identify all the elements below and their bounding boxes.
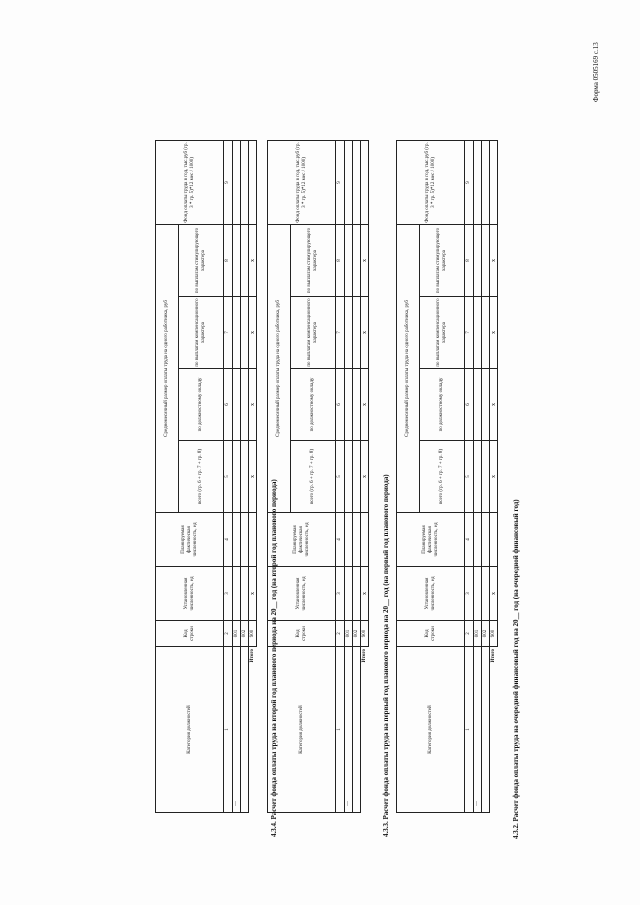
not-applicable-mark: x <box>249 225 257 297</box>
value-cell[interactable] <box>241 225 249 297</box>
not-applicable-mark: x <box>490 369 498 441</box>
total-line-code: 900 <box>249 621 257 647</box>
column-number: 8 <box>465 225 474 297</box>
not-applicable-mark: x <box>490 567 498 621</box>
column-number: 2 <box>336 621 345 647</box>
value-cell[interactable] <box>345 141 353 225</box>
value-cell[interactable] <box>241 297 249 369</box>
value-cell[interactable] <box>482 225 490 297</box>
wage-fund-table <box>267 140 369 813</box>
col-header-fund: Фонд оплаты труда в год, тыс.руб (гр. 3 * гр. 5)*12 мес / 1000) <box>397 141 465 225</box>
column-number: 4 <box>336 513 345 567</box>
column-number: 1 <box>224 647 233 813</box>
col-header-comp: по выплатам компенсационного характера <box>420 297 465 369</box>
not-applicable-mark: x <box>361 297 369 369</box>
wage-fund-table <box>396 140 498 813</box>
col-header-stim: по выплатам стимулирующего характера <box>420 225 465 297</box>
value-cell[interactable] <box>233 441 241 513</box>
col-header-stim: по выплатам стимулирующего характера <box>179 225 224 297</box>
value-cell[interactable] <box>353 225 361 297</box>
value-cell[interactable] <box>474 513 482 567</box>
column-number: 4 <box>224 513 233 567</box>
col-header-salary: по должностному окладу <box>420 369 465 441</box>
column-number: 2 <box>465 621 474 647</box>
not-applicable-mark: x <box>490 225 498 297</box>
column-number: 3 <box>336 567 345 621</box>
value-cell[interactable] <box>482 369 490 441</box>
total-line-code: 900 <box>361 621 369 647</box>
category-cell[interactable] <box>353 647 361 813</box>
line-code-cell: 002 <box>353 621 361 647</box>
category-cell[interactable]: — <box>474 647 482 813</box>
total-label: Итого <box>361 647 369 813</box>
value-cell[interactable] <box>482 297 490 369</box>
column-numbers-row <box>336 141 345 813</box>
value-cell[interactable] <box>474 567 482 621</box>
value-cell[interactable] <box>474 369 482 441</box>
column-number: 1 <box>465 647 474 813</box>
column-number: 7 <box>224 297 233 369</box>
section-title: 4.3.2. Расчет фонда оплаты труда на очередной финансовый год на 20__ год (на очередной финансовый год) <box>512 499 520 839</box>
table-row <box>345 141 353 813</box>
col-header-staff-count: Установленная численность, ед <box>156 567 224 621</box>
column-number: 5 <box>224 441 233 513</box>
column-number: 2 <box>224 621 233 647</box>
col-header-total: всего (гр. 6 + гр. 7 + гр. 8) <box>291 441 336 513</box>
value-cell[interactable] <box>474 297 482 369</box>
not-applicable-mark: x <box>249 567 257 621</box>
value-cell[interactable] <box>474 225 482 297</box>
total-value-cell[interactable] <box>361 141 369 225</box>
category-cell[interactable] <box>482 647 490 813</box>
value-cell[interactable] <box>241 567 249 621</box>
column-number: 7 <box>465 297 474 369</box>
not-applicable-mark: x <box>361 369 369 441</box>
line-code-cell: 001 <box>345 621 353 647</box>
col-header-total: всего (гр. 6 + гр. 7 + гр. 8) <box>179 441 224 513</box>
col-header-fund: Фонд оплаты труда в год, тыс.руб (гр. 3 * гр. 5)*12 мес / 1000) <box>156 141 224 225</box>
form-code: Форма 0505169 с.13 <box>592 42 600 102</box>
not-applicable-mark: x <box>361 441 369 513</box>
value-cell[interactable] <box>345 297 353 369</box>
col-header-category: Категория должностей <box>397 647 465 813</box>
not-applicable-mark: x <box>361 225 369 297</box>
column-number: 6 <box>224 369 233 441</box>
not-applicable-mark: x <box>361 567 369 621</box>
not-applicable-mark: x <box>249 369 257 441</box>
not-applicable-mark: x <box>490 297 498 369</box>
value-cell[interactable] <box>482 141 490 225</box>
col-header-comp: по выплатам компенсационного характера <box>179 297 224 369</box>
value-cell[interactable] <box>233 513 241 567</box>
total-label: Итого <box>249 647 257 813</box>
col-header-planned-count: Планируемая фактическая численность, ед <box>397 513 465 567</box>
value-cell[interactable] <box>345 567 353 621</box>
col-header-stim: по выплатам стимулирующего характера <box>291 225 336 297</box>
column-numbers-row <box>224 141 233 813</box>
column-number: 1 <box>336 647 345 813</box>
total-row <box>249 141 257 813</box>
value-cell[interactable] <box>345 369 353 441</box>
line-code-cell: 002 <box>241 621 249 647</box>
table-row <box>233 141 241 813</box>
total-value-cell[interactable] <box>490 513 498 567</box>
value-cell[interactable] <box>233 297 241 369</box>
value-cell[interactable] <box>353 513 361 567</box>
value-cell[interactable] <box>233 567 241 621</box>
column-number: 7 <box>336 297 345 369</box>
section-title: 4.3.4. Расчет фонда оплаты труда на второй год планового периода на 20__ год (на второй год планового периода) <box>270 479 278 837</box>
line-code-cell: 001 <box>474 621 482 647</box>
column-number: 9 <box>336 141 345 225</box>
value-cell[interactable] <box>241 513 249 567</box>
total-value-cell[interactable] <box>361 513 369 567</box>
column-number: 3 <box>224 567 233 621</box>
column-numbers-row <box>465 141 474 813</box>
category-cell[interactable] <box>241 647 249 813</box>
value-cell[interactable] <box>353 297 361 369</box>
col-header-avg-group: Среднемесячный размер оплаты труда на одного работника, руб <box>397 225 420 513</box>
col-header-line-code: Код строки <box>156 621 224 647</box>
not-applicable-mark: x <box>490 441 498 513</box>
table-row <box>474 141 482 813</box>
total-value-cell[interactable] <box>249 513 257 567</box>
value-cell[interactable] <box>353 369 361 441</box>
col-header-category: Категория должностей <box>268 647 336 813</box>
total-value-cell[interactable] <box>249 141 257 225</box>
value-cell[interactable] <box>345 225 353 297</box>
table-row <box>482 141 490 813</box>
value-cell[interactable] <box>241 369 249 441</box>
value-cell[interactable] <box>233 369 241 441</box>
col-header-avg-group: Среднемесячный размер оплаты труда на одного работника, руб <box>156 225 179 513</box>
value-cell[interactable] <box>233 225 241 297</box>
column-number: 9 <box>224 141 233 225</box>
not-applicable-mark: x <box>249 297 257 369</box>
value-cell[interactable] <box>474 141 482 225</box>
col-header-staff-count: Установленная численность, ед <box>397 567 465 621</box>
value-cell[interactable] <box>345 513 353 567</box>
category-cell[interactable]: — <box>345 647 353 813</box>
column-number: 6 <box>465 369 474 441</box>
table-row <box>353 141 361 813</box>
total-label: Итого <box>490 647 498 813</box>
column-number: 9 <box>465 141 474 225</box>
column-number: 3 <box>465 567 474 621</box>
col-header-total: всего (гр. 6 + гр. 7 + гр. 8) <box>420 441 465 513</box>
value-cell[interactable] <box>241 141 249 225</box>
section-title: 4.3.3. Расчет фонда оплаты труда на первый год планового периода на 20__ год (на первый год планового периода) <box>382 474 390 837</box>
col-header-comp: по выплатам компенсационного характера <box>291 297 336 369</box>
value-cell[interactable] <box>474 441 482 513</box>
line-code-cell: 001 <box>233 621 241 647</box>
column-number: 5 <box>336 441 345 513</box>
column-number: 8 <box>224 225 233 297</box>
total-row <box>361 141 369 813</box>
col-header-line-code: Код строки <box>397 621 465 647</box>
value-cell[interactable] <box>482 441 490 513</box>
value-cell[interactable] <box>482 513 490 567</box>
col-header-fund: Фонд оплаты труда в год, тыс.руб (гр. 3 * гр. 5)*12 мес / 1000) <box>268 141 336 225</box>
col-header-avg-group: Среднемесячный размер оплаты труда на одного работника, руб <box>268 225 291 513</box>
column-number: 4 <box>465 513 474 567</box>
value-cell[interactable] <box>345 441 353 513</box>
total-value-cell[interactable] <box>490 141 498 225</box>
column-number: 6 <box>336 369 345 441</box>
value-cell[interactable] <box>353 441 361 513</box>
value-cell[interactable] <box>353 141 361 225</box>
value-cell[interactable] <box>241 441 249 513</box>
column-number: 5 <box>465 441 474 513</box>
value-cell[interactable] <box>233 141 241 225</box>
value-cell[interactable] <box>353 567 361 621</box>
total-line-code: 900 <box>490 621 498 647</box>
value-cell[interactable] <box>482 567 490 621</box>
wage-fund-table <box>155 140 257 813</box>
line-code-cell: 002 <box>482 621 490 647</box>
table-row <box>241 141 249 813</box>
col-header-planned-count: Планируемая фактическая численность, ед <box>156 513 224 567</box>
total-row <box>490 141 498 813</box>
col-header-staff-count: Установленная численность, ед <box>268 567 336 621</box>
col-header-category: Категория должностей <box>156 647 224 813</box>
col-header-salary: по должностному окладу <box>179 369 224 441</box>
not-applicable-mark: x <box>249 441 257 513</box>
col-header-planned-count: Планируемая фактическая численность, ед <box>268 513 336 567</box>
col-header-salary: по должностному окладу <box>291 369 336 441</box>
category-cell[interactable]: — <box>233 647 241 813</box>
column-number: 8 <box>336 225 345 297</box>
col-header-line-code: Код строки <box>268 621 336 647</box>
